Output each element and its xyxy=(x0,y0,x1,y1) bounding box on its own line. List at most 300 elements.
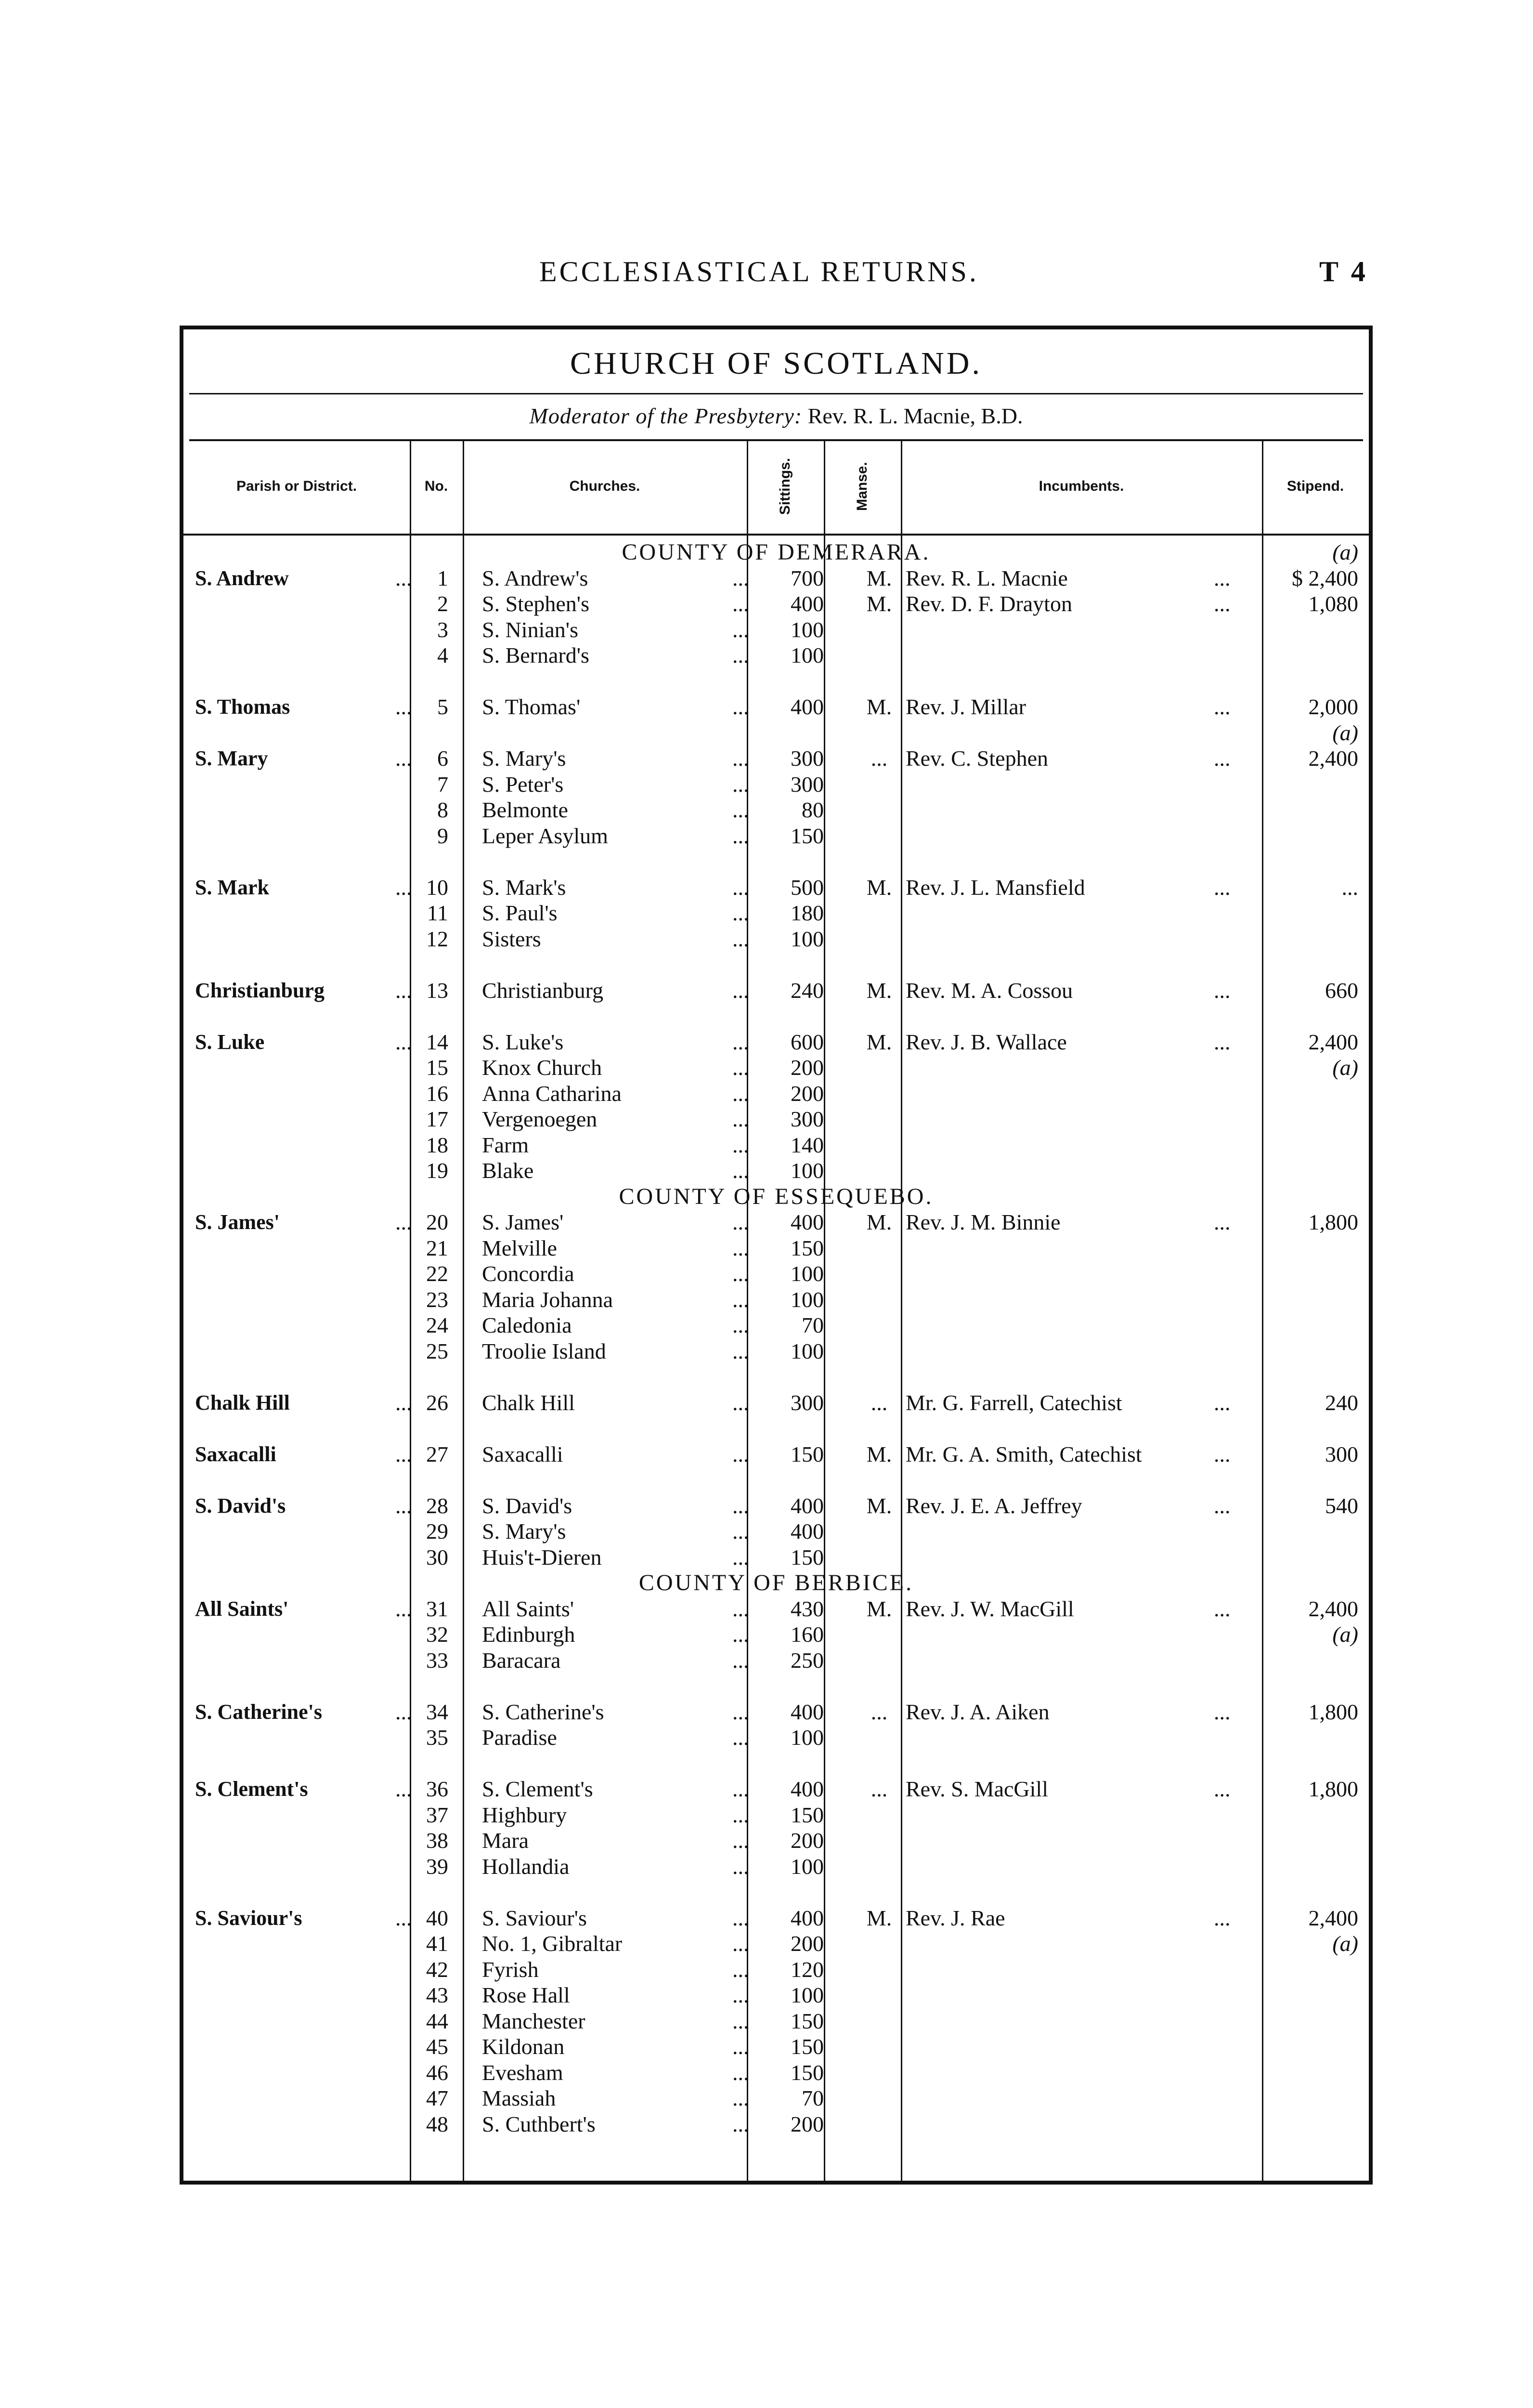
parish-name: S. David's xyxy=(195,1493,286,1518)
leader-dots: ... xyxy=(732,1107,749,1131)
stipend-value: 2,000 xyxy=(1308,694,1358,719)
col-churches-header: Churches. xyxy=(463,439,747,536)
incumbent-name: Rev. J. A. Aiken xyxy=(906,1699,1050,1724)
sittings-value: 100 xyxy=(791,1287,824,1312)
church-number: 16 xyxy=(426,1081,448,1106)
church-name: S. Ninian's xyxy=(482,617,578,642)
table-row xyxy=(183,1828,1369,1854)
table-row xyxy=(183,1338,1369,1364)
leader-dots: ... xyxy=(1214,694,1231,719)
sittings-value: 120 xyxy=(791,1957,824,1982)
church-number: 14 xyxy=(426,1029,448,1054)
table-row xyxy=(183,1905,1369,1931)
table-row xyxy=(183,1854,1369,1880)
church-name: Leper Asylum xyxy=(482,823,608,848)
leader-dots: ... xyxy=(395,746,412,771)
leader-dots: ... xyxy=(395,1441,412,1466)
sittings-value: 400 xyxy=(791,1519,824,1544)
manse-mark: M. xyxy=(866,1441,892,1466)
church-number: 43 xyxy=(426,1983,448,2007)
parish-name: S. Mary xyxy=(195,746,268,770)
leader-dots: ... xyxy=(732,694,749,719)
parish-name: S. Mark xyxy=(195,875,269,899)
col-incumbents-header: Incumbents. xyxy=(901,439,1262,536)
table-row xyxy=(183,591,1369,617)
church-name: All Saints' xyxy=(482,1596,574,1621)
leader-dots: ... xyxy=(1214,1905,1231,1930)
table-row xyxy=(183,565,1369,591)
sittings-value: 400 xyxy=(791,1493,824,1518)
parish-name: S. James' xyxy=(195,1210,280,1234)
stipend-value: 240 xyxy=(1325,1390,1358,1415)
sittings-value: 100 xyxy=(791,1158,824,1183)
church-number: 2 xyxy=(437,591,448,616)
church-number: 15 xyxy=(426,1055,448,1080)
church-name: S. Paul's xyxy=(482,901,558,925)
sittings-value: 400 xyxy=(791,1905,824,1930)
table-row xyxy=(183,772,1369,798)
col-parish-header: Parish or District. xyxy=(183,439,410,536)
manse-mark: ... xyxy=(870,746,888,771)
leader-dots: ... xyxy=(1214,746,1231,771)
church-number: 4 xyxy=(437,643,448,667)
leader-dots: ... xyxy=(732,1622,749,1647)
leader-dots: ... xyxy=(732,2111,749,2136)
church-number: 34 xyxy=(426,1699,448,1724)
church-name: Sisters xyxy=(482,926,541,951)
incumbent-name: Rev. C. Stephen xyxy=(906,746,1048,771)
leader-dots: ... xyxy=(1214,1390,1231,1415)
leader-dots: ... xyxy=(732,1957,749,1982)
sittings-value: 150 xyxy=(791,823,824,848)
church-number: 10 xyxy=(426,875,448,900)
church-number: 13 xyxy=(426,978,448,1003)
leader-dots: ... xyxy=(1214,875,1231,900)
church-name: Belmonte xyxy=(482,798,568,822)
leader-dots: ... xyxy=(732,1313,749,1337)
stipend-value: $ 2,400 xyxy=(1292,565,1358,590)
col-stipend-header: Stipend. xyxy=(1262,439,1369,536)
table-row xyxy=(183,642,1369,668)
leader-dots: ... xyxy=(732,1648,749,1673)
manse-mark: ... xyxy=(870,1699,888,1724)
church-number: 32 xyxy=(426,1622,448,1647)
church-name: S. Bernard's xyxy=(482,643,589,667)
church-number: 36 xyxy=(426,1777,448,1801)
leader-dots: ... xyxy=(732,2034,749,2059)
stipend-value: 1,080 xyxy=(1308,591,1358,616)
leader-dots: ... xyxy=(732,875,749,900)
church-name: Edinburgh xyxy=(482,1622,575,1647)
table-row xyxy=(183,2085,1369,2111)
leader-dots: ... xyxy=(732,643,749,667)
sittings-value: 200 xyxy=(791,2111,824,2136)
sittings-value: 150 xyxy=(791,2060,824,2085)
sittings-value: 200 xyxy=(791,1081,824,1106)
church-name: Farm xyxy=(482,1132,529,1157)
church-name: S. David's xyxy=(482,1493,572,1518)
table-row xyxy=(183,1699,1369,1725)
church-name: Evesham xyxy=(482,2060,563,2085)
sittings-value: 400 xyxy=(791,1777,824,1801)
sittings-value: 300 xyxy=(791,772,824,797)
leader-dots: ... xyxy=(732,565,749,590)
leader-dots: ... xyxy=(732,1390,749,1415)
parish-name: S. Catherine's xyxy=(195,1700,322,1724)
church-number: 40 xyxy=(426,1905,448,1930)
sittings-value: 100 xyxy=(791,1338,824,1363)
table-row xyxy=(183,1390,1369,1416)
stipend-note: (a) xyxy=(1332,1055,1358,1080)
church-name: S. Mark's xyxy=(482,875,566,900)
sittings-value: 300 xyxy=(791,1390,824,1415)
leader-dots: ... xyxy=(732,1158,749,1183)
leader-dots: ... xyxy=(395,875,412,900)
leader-dots: ... xyxy=(732,1287,749,1312)
sittings-value: 80 xyxy=(802,798,824,822)
parish-name: Christianburg xyxy=(195,978,325,1002)
table-row xyxy=(183,720,1369,746)
leader-dots: ... xyxy=(395,1390,412,1415)
page-number: T 4 xyxy=(1319,256,1368,288)
parish-name: S. Andrew xyxy=(195,566,289,590)
table-row xyxy=(183,539,1369,565)
leader-dots: ... xyxy=(395,1596,412,1621)
church-number: 29 xyxy=(426,1519,448,1544)
stipend-value: 1,800 xyxy=(1308,1699,1358,1724)
sittings-value: 300 xyxy=(791,746,824,771)
leader-dots: ... xyxy=(732,2060,749,2085)
incumbent-name: Rev. J. L. Mansfield xyxy=(906,875,1085,900)
leader-dots: ... xyxy=(1214,1441,1231,1466)
church-name: S. Thomas' xyxy=(482,694,581,719)
stipend-value: 2,400 xyxy=(1308,1905,1358,1930)
leader-dots: ... xyxy=(732,1802,749,1827)
incumbent-name: Rev. D. F. Drayton xyxy=(906,591,1072,616)
table-row xyxy=(183,1158,1369,1184)
church-number: 45 xyxy=(426,2034,448,2059)
incumbent-name: Rev. R. L. Macnie xyxy=(906,565,1068,590)
church-number: 35 xyxy=(426,1725,448,1750)
stipend-value: ... xyxy=(1341,875,1358,900)
church-name: S. Cuthbert's xyxy=(482,2111,596,2136)
col-manse-header: Manse. xyxy=(824,439,901,536)
table-row xyxy=(183,1957,1369,1983)
stipend-note: (a) xyxy=(1332,1622,1358,1647)
manse-mark: M. xyxy=(866,1029,892,1054)
table-row xyxy=(183,694,1369,720)
church-number: 31 xyxy=(426,1596,448,1621)
sittings-value: 100 xyxy=(791,643,824,667)
leader-dots: ... xyxy=(732,1828,749,1853)
church-number: 30 xyxy=(426,1544,448,1570)
leader-dots: ... xyxy=(732,1699,749,1724)
church-name: Rose Hall xyxy=(482,1983,570,2007)
table-row xyxy=(183,1106,1369,1132)
table-row xyxy=(183,1261,1369,1287)
leader-dots: ... xyxy=(732,978,749,1003)
leader-dots: ... xyxy=(732,1931,749,1956)
table-title-band xyxy=(189,335,1363,394)
leader-dots: ... xyxy=(395,1905,412,1930)
stipend-value: 300 xyxy=(1325,1441,1358,1466)
church-number: 22 xyxy=(426,1261,448,1286)
table-row xyxy=(183,1982,1369,2008)
table-row xyxy=(183,1802,1369,1828)
church-number: 1 xyxy=(437,565,448,590)
sittings-value: 150 xyxy=(791,1441,824,1466)
leader-dots: ... xyxy=(732,1235,749,1260)
leader-dots: ... xyxy=(732,1493,749,1518)
leader-dots: ... xyxy=(732,1983,749,2007)
leader-dots: ... xyxy=(732,2008,749,2033)
church-number: 44 xyxy=(426,2008,448,2033)
church-name: S. Mary's xyxy=(482,1519,566,1544)
table-row xyxy=(183,2034,1369,2060)
church-name: Hollandia xyxy=(482,1854,570,1879)
church-number: 17 xyxy=(426,1107,448,1131)
sittings-value: 100 xyxy=(791,1261,824,1286)
parish-name: S. Thomas xyxy=(195,695,290,719)
church-number: 38 xyxy=(426,1828,448,1853)
table-row xyxy=(183,1931,1369,1957)
table-row xyxy=(183,797,1369,823)
table-row xyxy=(183,1081,1369,1107)
leader-dots: ... xyxy=(1214,978,1231,1003)
incumbent-name: Mr. G. Farrell, Catechist xyxy=(906,1390,1122,1415)
leader-dots: ... xyxy=(732,1854,749,1879)
church-number: 37 xyxy=(426,1802,448,1827)
leader-dots: ... xyxy=(395,694,412,719)
leader-dots: ... xyxy=(1214,1210,1231,1234)
stipend-value: 540 xyxy=(1325,1493,1358,1518)
sittings-value: 150 xyxy=(791,1544,824,1570)
leader-dots: ... xyxy=(732,1132,749,1157)
sittings-value: 70 xyxy=(802,1313,824,1337)
parish-name: Chalk Hill xyxy=(195,1390,290,1414)
incumbent-name: Rev. M. A. Cossou xyxy=(906,978,1073,1003)
sittings-value: 240 xyxy=(791,978,824,1003)
table-row xyxy=(183,1312,1369,1338)
table-row xyxy=(183,978,1369,1004)
table-row xyxy=(183,875,1369,901)
church-name: Highbury xyxy=(482,1802,567,1827)
manse-mark: M. xyxy=(866,1493,892,1518)
church-number: 42 xyxy=(426,1957,448,1982)
leader-dots: ... xyxy=(395,1029,412,1054)
leader-dots: ... xyxy=(732,823,749,848)
church-name: Kildonan xyxy=(482,2034,565,2059)
leader-dots: ... xyxy=(395,1493,412,1518)
sittings-value: 100 xyxy=(791,1854,824,1879)
leader-dots: ... xyxy=(1214,1777,1231,1801)
county-heading: COUNTY OF ESSEQUEBO. xyxy=(619,1183,934,1209)
leader-dots: ... xyxy=(732,1777,749,1801)
table-row xyxy=(183,1493,1369,1519)
table-row xyxy=(183,1441,1369,1467)
sittings-value: 200 xyxy=(791,1828,824,1853)
church-number: 8 xyxy=(437,798,448,822)
church-name: Fyrish xyxy=(482,1957,539,1982)
church-number: 26 xyxy=(426,1390,448,1415)
church-number: 41 xyxy=(426,1931,448,1956)
church-number: 5 xyxy=(437,694,448,719)
incumbent-name: Rev. J. Rae xyxy=(906,1905,1005,1930)
stipend-value: 1,800 xyxy=(1308,1210,1358,1234)
stipend-note: (a) xyxy=(1332,1931,1358,1956)
sittings-value: 160 xyxy=(791,1622,824,1647)
sittings-value: 500 xyxy=(791,875,824,900)
stipend-value: 660 xyxy=(1325,978,1358,1003)
church-number: 9 xyxy=(437,823,448,848)
church-number: 12 xyxy=(426,926,448,951)
church-number: 28 xyxy=(426,1493,448,1518)
running-head: ECCLESIASTICAL RETURNS. xyxy=(539,256,979,288)
leader-dots: ... xyxy=(1214,1493,1231,1518)
table-row xyxy=(183,1776,1369,1802)
manse-mark: M. xyxy=(866,591,892,616)
stipend-value: 2,400 xyxy=(1308,1029,1358,1054)
sittings-value: 100 xyxy=(791,1725,824,1750)
sittings-value: 600 xyxy=(791,1029,824,1054)
sittings-value: 180 xyxy=(791,901,824,925)
church-name: Troolie Island xyxy=(482,1338,606,1363)
table-row xyxy=(183,2111,1369,2137)
sittings-value: 400 xyxy=(791,694,824,719)
church-name: Christianburg xyxy=(482,978,604,1003)
sittings-value: 400 xyxy=(791,1210,824,1234)
church-name: Mara xyxy=(482,1828,529,1853)
incumbent-name: Rev. J. E. A. Jeffrey xyxy=(906,1493,1082,1518)
church-number: 39 xyxy=(426,1854,448,1879)
leader-dots: ... xyxy=(1214,565,1231,590)
church-name: S. Mary's xyxy=(482,746,566,771)
stipend-value: 1,800 xyxy=(1308,1777,1358,1801)
table-row xyxy=(183,900,1369,926)
leader-dots: ... xyxy=(732,798,749,822)
moderator-name: Rev. R. L. Macnie, B.D. xyxy=(807,404,1023,428)
leader-dots: ... xyxy=(1214,1596,1231,1621)
incumbent-name: Mr. G. A. Smith, Catechist xyxy=(906,1441,1142,1466)
church-number: 3 xyxy=(437,617,448,642)
manse-mark: M. xyxy=(866,875,892,900)
parish-name: S. Luke xyxy=(195,1030,265,1054)
church-name: Manchester xyxy=(482,2008,585,2033)
table-row xyxy=(183,1622,1369,1648)
church-name: Maria Johanna xyxy=(482,1287,613,1312)
table-row xyxy=(183,823,1369,849)
table-row xyxy=(183,1596,1369,1622)
table-row xyxy=(183,2060,1369,2086)
church-number: 48 xyxy=(426,2111,448,2136)
sittings-value: 100 xyxy=(791,926,824,951)
church-name: Concordia xyxy=(482,1261,574,1286)
county-heading: COUNTY OF BERBICE. xyxy=(638,1570,914,1596)
leader-dots: ... xyxy=(732,617,749,642)
table-row xyxy=(183,1055,1369,1081)
leader-dots: ... xyxy=(732,2086,749,2110)
leader-dots: ... xyxy=(395,565,412,590)
table-row xyxy=(183,1725,1369,1751)
sittings-value: 700 xyxy=(791,565,824,590)
sittings-value: 430 xyxy=(791,1596,824,1621)
manse-mark: ... xyxy=(870,1777,888,1801)
table-row xyxy=(183,1029,1369,1055)
manse-mark: M. xyxy=(866,1596,892,1621)
leader-dots: ... xyxy=(732,1441,749,1466)
leader-dots: ... xyxy=(732,926,749,951)
stipend-note: (a) xyxy=(1332,720,1358,745)
leader-dots: ... xyxy=(732,1081,749,1106)
county-heading: COUNTY OF DEMERARA. xyxy=(622,539,931,565)
church-number: 19 xyxy=(426,1158,448,1183)
sittings-value: 300 xyxy=(791,1107,824,1131)
church-name: Caledonia xyxy=(482,1313,572,1337)
col-no-header: No. xyxy=(410,439,463,536)
leader-dots: ... xyxy=(732,1725,749,1750)
leader-dots: ... xyxy=(1214,591,1231,616)
church-name: Blake xyxy=(482,1158,534,1183)
church-number: 27 xyxy=(426,1441,448,1466)
table-row xyxy=(183,1518,1369,1544)
table-row xyxy=(183,746,1369,772)
leader-dots: ... xyxy=(732,1055,749,1080)
incumbent-name: Rev. J. B. Wallace xyxy=(906,1029,1067,1054)
church-name: Baracara xyxy=(482,1648,561,1673)
sittings-value: 150 xyxy=(791,1235,824,1260)
church-name: S. Peter's xyxy=(482,772,564,797)
leader-dots: ... xyxy=(732,1338,749,1363)
church-number: 25 xyxy=(426,1338,448,1363)
moderator-label: Moderator of the Presbytery: xyxy=(529,404,803,428)
leader-dots: ... xyxy=(732,1544,749,1570)
table-row xyxy=(183,1287,1369,1313)
stipend-note: (a) xyxy=(1332,540,1358,564)
church-number: 47 xyxy=(426,2086,448,2110)
leader-dots: ... xyxy=(732,746,749,771)
table-row xyxy=(183,617,1369,643)
manse-mark: M. xyxy=(866,565,892,590)
leader-dots: ... xyxy=(395,1210,412,1234)
table-row xyxy=(183,1209,1369,1235)
leader-dots: ... xyxy=(395,1777,412,1801)
table-row xyxy=(183,926,1369,952)
manse-mark: M. xyxy=(866,978,892,1003)
church-name: No. 1, Gibraltar xyxy=(482,1931,623,1956)
church-name: S. James' xyxy=(482,1210,564,1234)
church-number: 20 xyxy=(426,1210,448,1234)
leader-dots: ... xyxy=(732,901,749,925)
manse-mark: M. xyxy=(866,694,892,719)
table-row xyxy=(183,1132,1369,1158)
leader-dots: ... xyxy=(732,1029,749,1054)
church-number: 21 xyxy=(426,1235,448,1260)
returns-table xyxy=(180,326,1373,2185)
leader-dots: ... xyxy=(732,1210,749,1234)
church-name: Paradise xyxy=(482,1725,557,1750)
church-name: Huis't-Dieren xyxy=(482,1544,602,1570)
sittings-value: 100 xyxy=(791,617,824,642)
leader-dots: ... xyxy=(732,1905,749,1930)
church-name: Anna Catharina xyxy=(482,1081,622,1106)
leader-dots: ... xyxy=(732,1596,749,1621)
church-name: S. Stephen's xyxy=(482,591,589,616)
church-name: S. Catherine's xyxy=(482,1699,604,1724)
sittings-value: 150 xyxy=(791,2008,824,2033)
church-number: 23 xyxy=(426,1287,448,1312)
table-row xyxy=(183,2008,1369,2034)
sittings-value: 150 xyxy=(791,2034,824,2059)
